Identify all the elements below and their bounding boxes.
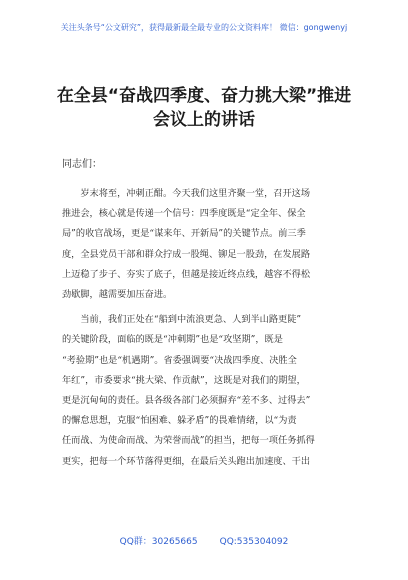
text-line: 任而战、为使命而战、为荣誉而战”的担当，把每一项任务抓得 bbox=[62, 435, 315, 447]
text-line: 当前，我们正处在“船到中流浪更急、人到半山路更陡” bbox=[62, 314, 302, 326]
document-title bbox=[30, 84, 378, 132]
footer-contact bbox=[0, 534, 408, 547]
document-body bbox=[62, 156, 352, 477]
text-line: 推进会，核心就是传递一个信号：四季度既是“定全年、保全 bbox=[62, 208, 306, 220]
text-line: 的懈怠思想，克服“怕困难、躲矛盾”的畏难情绪，以“为责 bbox=[62, 415, 297, 427]
text-line: 上迈稳了步子、夯实了底子，但越是接近终点线，越容不得松 bbox=[62, 268, 311, 280]
header-promo-note: 关注头条号“公文研究”，获得最新最全最专业的公文资料库！ 微信：gongwenyj bbox=[60, 23, 348, 32]
text-line: 度，全县党员干部和群众拧成一股绳、铆足一股劲，在发展路 bbox=[62, 248, 311, 260]
title-line: 在全县“奋战四季度、奋力挑大梁”推进 bbox=[56, 86, 352, 106]
title-line: 会议上的讲话 bbox=[153, 110, 255, 130]
text-line: 更实，把每一个环节落得更细，在最后关头跑出加速度、干出 bbox=[62, 455, 311, 467]
paragraph bbox=[62, 310, 352, 472]
salutation: 同志们： bbox=[62, 159, 102, 170]
text-line: 劲歇脚，越需要加压奋进。 bbox=[62, 289, 173, 301]
text-line: 岁末将至，冲刺正酣。今天我们这里齐聚一堂，召开这场 bbox=[62, 188, 311, 199]
footer-qq-number: QQ:535304092 bbox=[219, 537, 289, 547]
text-line: 的关键阶段，面临的既是“冲刺期”也是“攻坚期”，既是 bbox=[62, 334, 283, 346]
text-line: 更是沉甸甸的责任。县各级各部门必须摒弃“差不多、过得去” bbox=[62, 395, 311, 407]
footer-qq-group: QQ群：30265665 bbox=[119, 537, 198, 547]
text-line: “考验期”也是“机遇期”。省委强调要“决战四季度、决胜全 bbox=[62, 354, 297, 366]
paragraph bbox=[62, 184, 352, 305]
text-line: 年红”，市委要求“挑大梁、作贡献”，这既是对我们的期望， bbox=[62, 374, 306, 386]
text-line: 局”的收官战场，更是“谋来年、开新局”的关键节点。前三季 bbox=[62, 228, 306, 240]
